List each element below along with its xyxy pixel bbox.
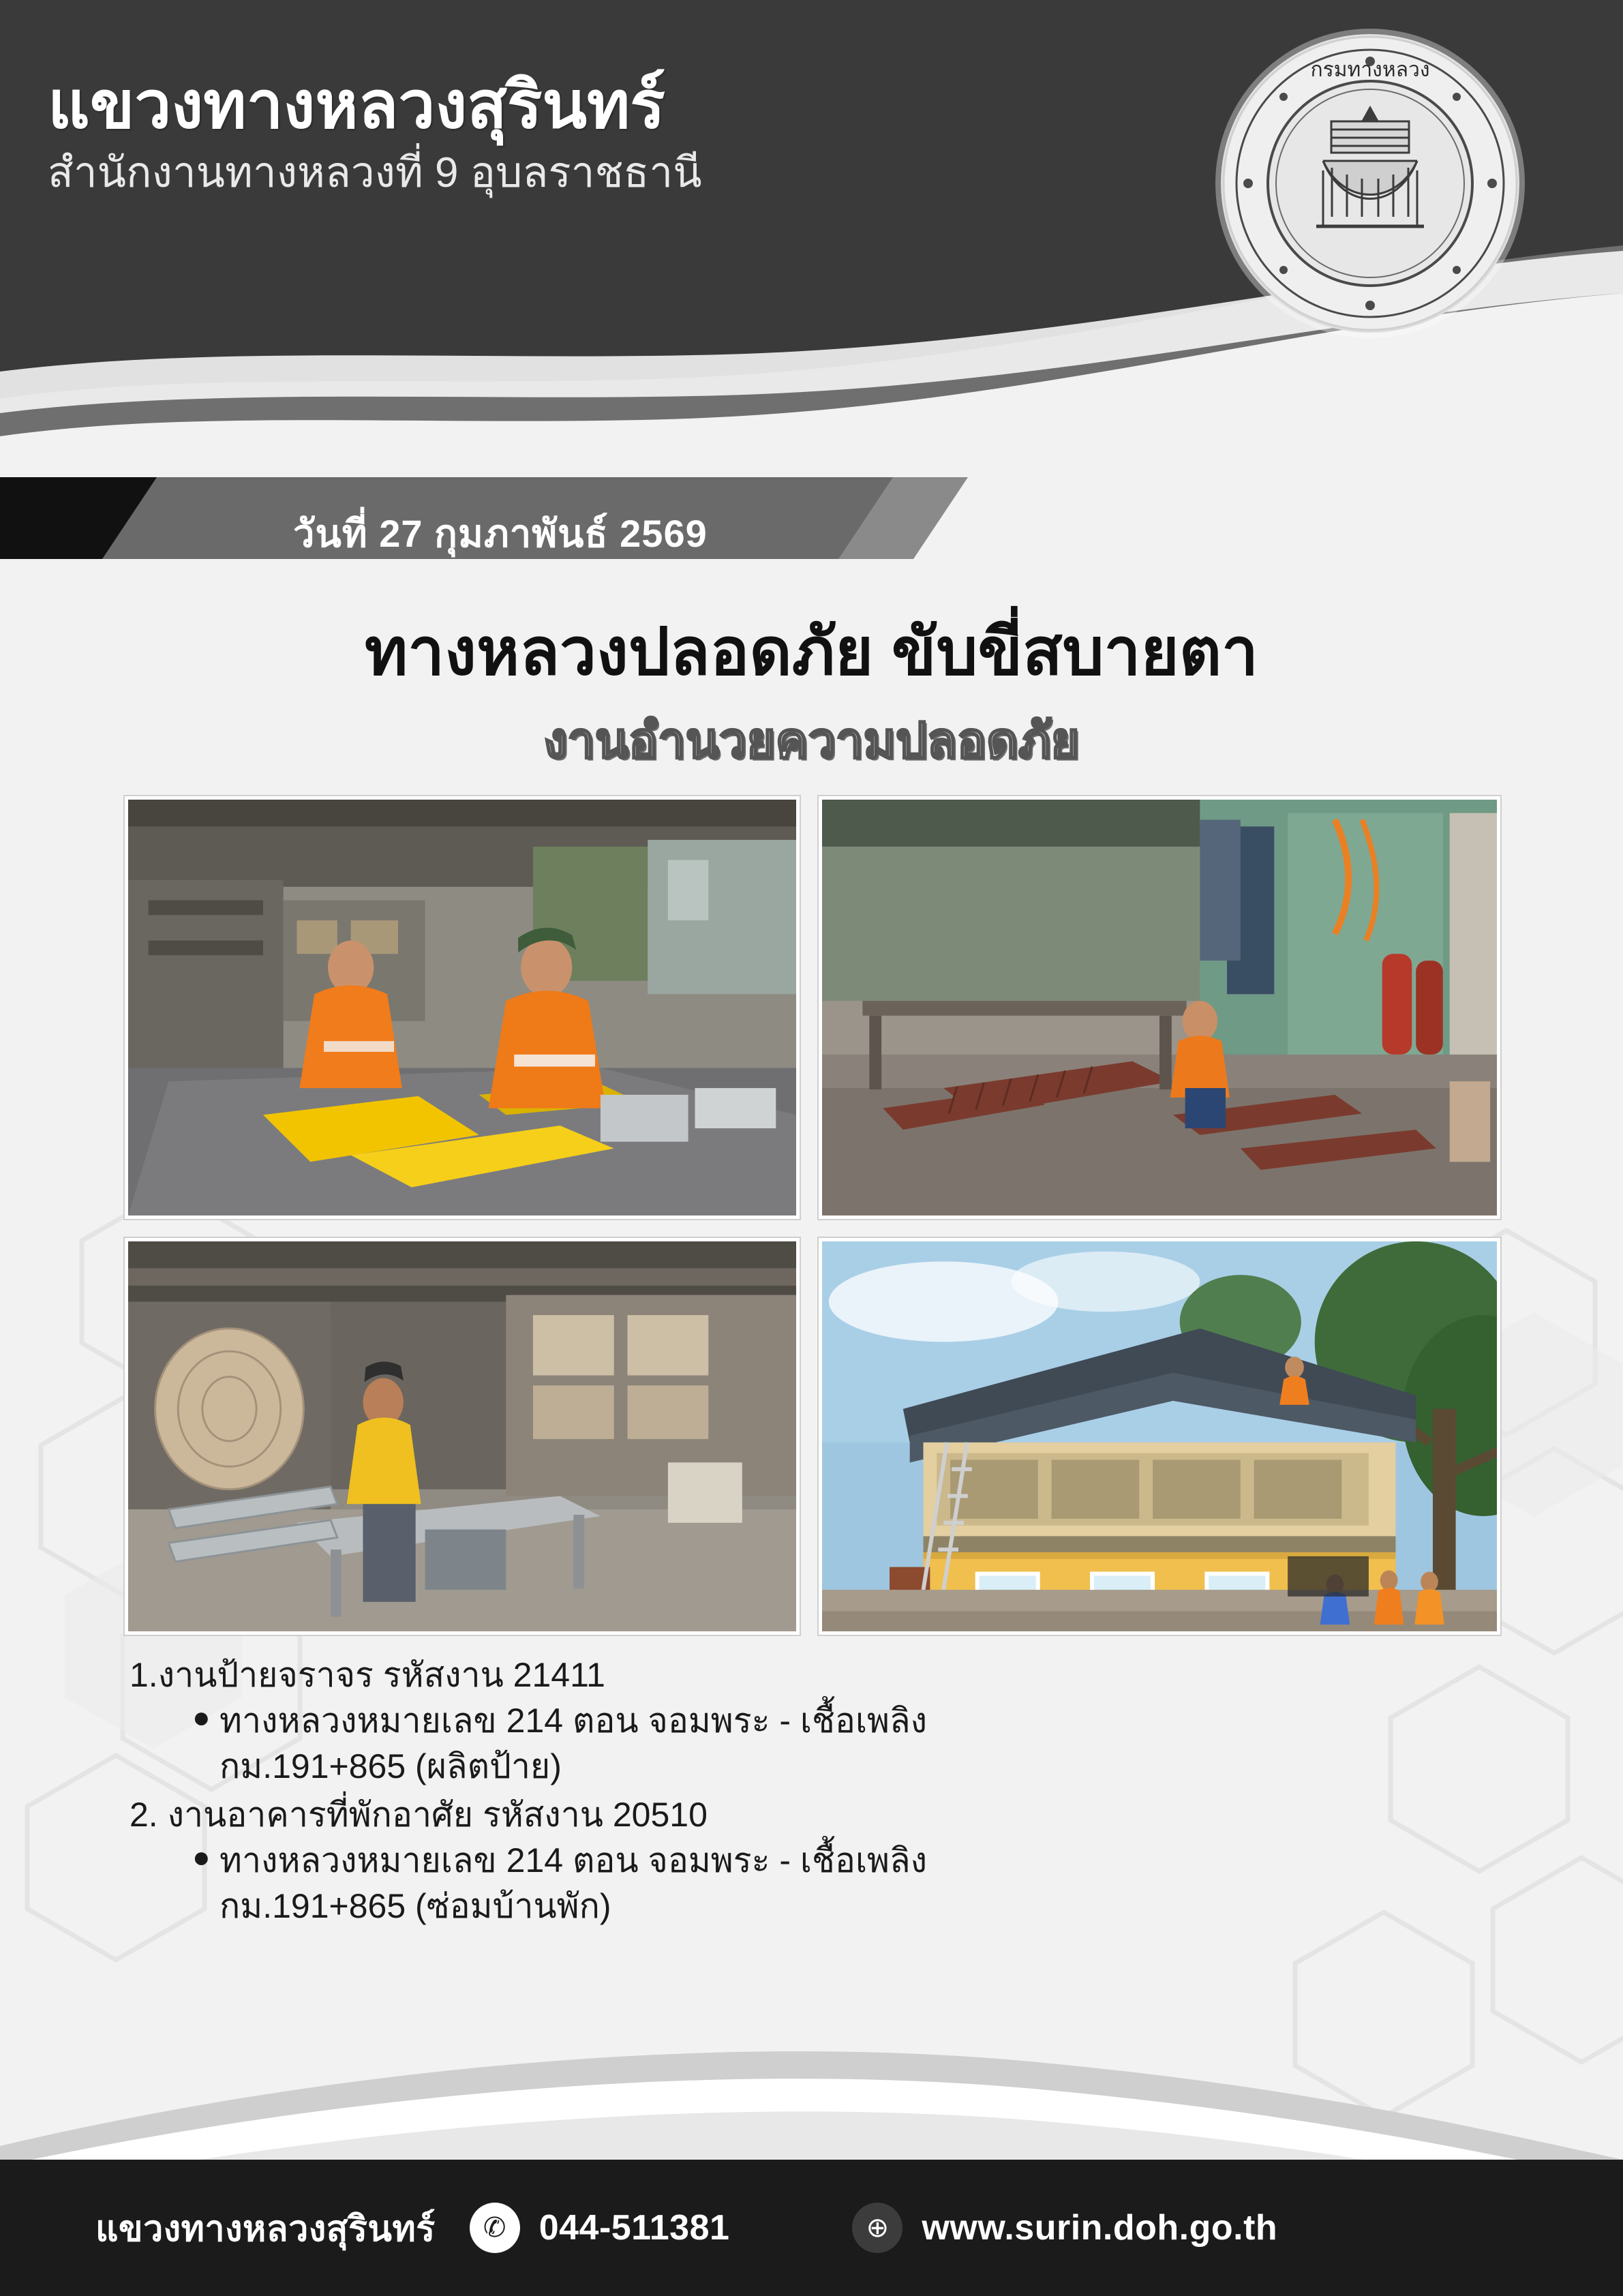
footer-phone[interactable]: 044-511381 [539,2208,730,2248]
footer-contact-row [0,2160,1623,2296]
work-item-1-bullet-text: ทางหลวงหมายเลข 214 ตอน จอมพระ - เชื้อเพลิง [219,1702,928,1740]
photo-steel-cutting [819,796,1500,1219]
page-subtitle: งานอำนวยความปลอดภัย [543,714,1080,768]
globe-icon: ⊕ [852,2203,902,2253]
org-title: แขวงทางหลวงสุรินทร์ [48,69,665,142]
work-item-2-detail: กม.191+865 (ซ่อมบ้านพัก) [219,1887,611,1925]
doh-seal-logo [1221,34,1519,333]
bullet-icon: ● [192,1841,211,1874]
phone-icon: ✆ [470,2203,520,2253]
photo-workshop-table [125,1238,800,1635]
work-item-2-bullet [192,1838,1288,1884]
org-subtitle: สำนักงานทางหลวงที่ 9 อุบลราชธานี [48,149,702,196]
work-item-2-bullet-text: ทางหลวงหมายเลข 214 ตอน จอมพระ - เชื้อเพลิง [219,1841,928,1879]
work-item-1-bullet [192,1698,1288,1744]
photo-grid [125,796,1500,1635]
work-item-2-heading: 2. งานอาคารที่พักอาศัย รหัสงาน 20510 [130,1796,708,1834]
work-item-1-detail: กม.191+865 (ผลิตป้าย) [219,1747,562,1785]
footer-website[interactable]: www.surin.doh.go.th [922,2208,1278,2248]
footer-office-name: แขวงทางหลวงสุรินทร์ [95,2209,436,2249]
work-detail-list [130,1650,1288,1929]
seal-label: กรมทางหลวง [1310,59,1430,81]
date-label: วันที่ 27 กุมภาพันธ์ 2569 [293,512,708,555]
work-item-1-heading: 1.งานป้ายจราจร รหัสงาน 21411 [130,1656,605,1694]
footer [0,1942,1623,2296]
bullet-icon: ● [192,1701,211,1734]
header-text-block [48,69,702,196]
page-title: ทางหลวงปลอดภัย ขับขี่สบายตา [364,616,1259,689]
photo-house-repair [819,1238,1500,1635]
photo-sign-fabrication [125,796,800,1219]
